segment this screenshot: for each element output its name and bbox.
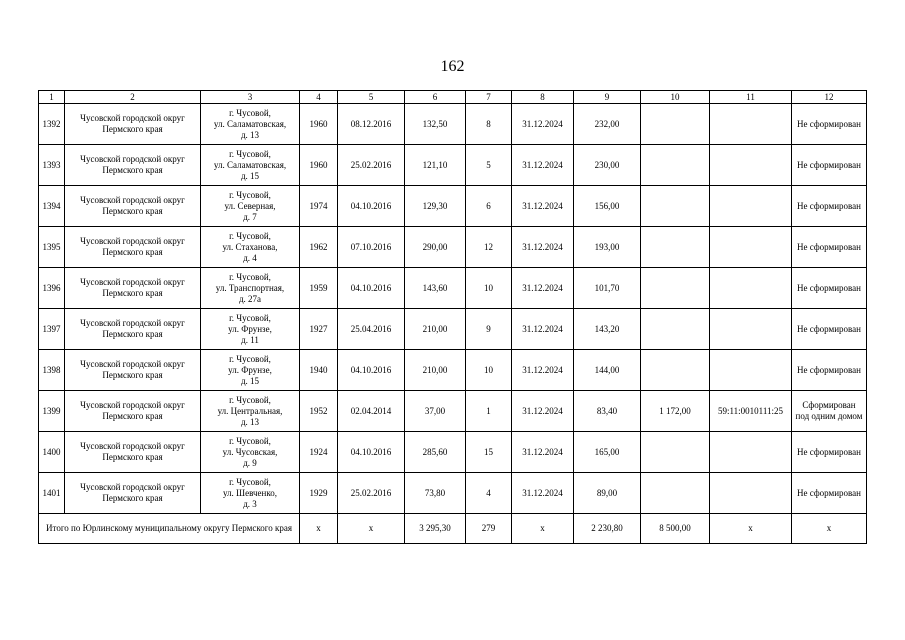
column-number-row (39, 91, 867, 104)
total-label: Итого по Юрлинскому муниципальному округу Пермского края (39, 514, 300, 544)
address-cell-line: ул. Центральная, (217, 405, 283, 416)
address-cell (201, 391, 300, 432)
address-cell-line: д. 3 (243, 498, 257, 509)
address-cell-line: г. Чусовой, (229, 107, 271, 118)
count-cell: 4 (466, 473, 512, 514)
address-cell (201, 104, 300, 145)
total-count: 279 (466, 514, 512, 544)
column-number: 8 (512, 91, 574, 104)
municipality-cell (65, 145, 201, 186)
area-cell: 129,30 (405, 186, 466, 227)
municipality-cell-line: Пермского края (102, 329, 163, 339)
status-cell-line: Не сформирован (797, 200, 861, 211)
address-cell-line: д. 7 (243, 211, 257, 222)
municipality-cell-line: Чусовской городской округ (80, 195, 185, 205)
address-cell-line: г. Чусовой, (229, 189, 271, 200)
count-cell: 10 (466, 268, 512, 309)
table-row (39, 104, 867, 145)
count-cell: 6 (466, 186, 512, 227)
col10-cell (641, 432, 710, 473)
cadastral-cell (710, 104, 792, 145)
deadline-cell: 31.12.2024 (512, 473, 574, 514)
date-cell: 25.04.2016 (338, 309, 405, 350)
address-cell-line: ул. Транспортная, (215, 282, 285, 293)
column-number: 4 (300, 91, 338, 104)
address-cell-line: г. Чусовой, (229, 353, 271, 364)
municipality-cell-line: Чусовской городской округ (80, 113, 185, 123)
count-cell: 8 (466, 104, 512, 145)
date-cell: 07.10.2016 (338, 227, 405, 268)
address-cell-line: д. 27а (238, 293, 262, 304)
col10-cell (641, 350, 710, 391)
total-row (39, 514, 867, 544)
address-cell (201, 350, 300, 391)
table-row (39, 227, 867, 268)
count-cell: 15 (466, 432, 512, 473)
address-cell-line: ул. Стаханова, (222, 241, 278, 252)
row-number: 1399 (39, 391, 65, 432)
row-number: 1395 (39, 227, 65, 268)
municipality-cell (65, 432, 201, 473)
municipality-cell-line: Чусовской городской округ (80, 482, 185, 492)
cadastral-cell (710, 350, 792, 391)
address-cell-line: г. Чусовой, (229, 435, 271, 446)
total-col9: 2 230,80 (574, 514, 641, 544)
count-cell: 5 (466, 145, 512, 186)
column-number: 11 (710, 91, 792, 104)
deadline-cell: 31.12.2024 (512, 391, 574, 432)
address-cell-line: г. Чусовой, (229, 476, 271, 487)
address-cell-line: д. 13 (240, 129, 260, 140)
status-cell (792, 432, 867, 473)
municipality-cell (65, 473, 201, 514)
municipality-cell (65, 104, 201, 145)
total-cadastral: x (710, 514, 792, 544)
count-cell: 1 (466, 391, 512, 432)
cadastral-cell: 59:11:0010111:25 (710, 391, 792, 432)
municipality-cell-line: Пермского края (102, 288, 163, 298)
municipality-cell-line: Пермского края (102, 124, 163, 134)
area-cell: 290,00 (405, 227, 466, 268)
col10-cell (641, 309, 710, 350)
municipality-cell-line: Чусовской городской округ (80, 359, 185, 369)
col10-cell: 1 172,00 (641, 391, 710, 432)
cadastral-cell (710, 145, 792, 186)
cadastral-cell (710, 309, 792, 350)
address-cell (201, 227, 300, 268)
deadline-cell: 31.12.2024 (512, 268, 574, 309)
page-number: 162 (440, 58, 465, 75)
municipality-cell (65, 268, 201, 309)
year-cell: 1929 (300, 473, 338, 514)
area-cell: 121,10 (405, 145, 466, 186)
deadline-cell: 31.12.2024 (512, 186, 574, 227)
col10-cell (641, 145, 710, 186)
status-cell-line: Не сформирован (797, 159, 861, 170)
address-cell-line: ул. Северная, (224, 200, 276, 211)
cadastral-cell (710, 268, 792, 309)
municipality-cell-line: Чусовской городской округ (80, 277, 185, 287)
column-number: 3 (201, 91, 300, 104)
deadline-cell: 31.12.2024 (512, 145, 574, 186)
municipality-cell-line: Пермского края (102, 206, 163, 216)
address-cell (201, 145, 300, 186)
address-cell-line: д. 15 (240, 375, 260, 386)
row-number: 1397 (39, 309, 65, 350)
address-cell (201, 432, 300, 473)
municipality-cell-line: Чусовской городской округ (80, 236, 185, 246)
address-cell (201, 473, 300, 514)
col10-cell (641, 104, 710, 145)
column-number: 6 (405, 91, 466, 104)
municipality-cell-line: Пермского края (102, 411, 163, 421)
municipality-cell-line: Чусовской городской округ (80, 441, 185, 451)
table-row (39, 473, 867, 514)
date-cell: 04.10.2016 (338, 432, 405, 473)
status-cell-line: Не сформирован (797, 241, 861, 252)
area-cell: 210,00 (405, 350, 466, 391)
date-cell: 08.12.2016 (338, 104, 405, 145)
total-status: x (792, 514, 867, 544)
column-number: 5 (338, 91, 405, 104)
address-cell-line: д. 13 (240, 416, 260, 427)
address-cell-line: г. Чусовой, (229, 271, 271, 282)
area-cell: 143,60 (405, 268, 466, 309)
column-number: 2 (65, 91, 201, 104)
col9-cell: 230,00 (574, 145, 641, 186)
date-cell: 25.02.2016 (338, 473, 405, 514)
cadastral-cell (710, 432, 792, 473)
column-number: 7 (466, 91, 512, 104)
address-cell (201, 268, 300, 309)
total-col10: 8 500,00 (641, 514, 710, 544)
table-row (39, 391, 867, 432)
address-cell-line: ул. Фрунзе, (228, 323, 272, 334)
col9-cell: 89,00 (574, 473, 641, 514)
table-row (39, 186, 867, 227)
address-cell-line: г. Чусовой, (229, 394, 271, 405)
address-cell-line: д. 15 (240, 170, 260, 181)
address-cell-line: ул. Фрунзе, (228, 364, 272, 375)
municipality-cell-line: Пермского края (102, 165, 163, 175)
count-cell: 10 (466, 350, 512, 391)
address-cell (201, 309, 300, 350)
municipality-cell (65, 350, 201, 391)
row-number: 1396 (39, 268, 65, 309)
status-cell (792, 186, 867, 227)
status-cell (792, 268, 867, 309)
date-cell: 04.10.2016 (338, 186, 405, 227)
total-date: x (338, 514, 405, 544)
column-number: 1 (39, 91, 65, 104)
municipality-cell (65, 391, 201, 432)
deadline-cell: 31.12.2024 (512, 432, 574, 473)
municipality-cell-line: Пермского края (102, 452, 163, 462)
register-table (38, 90, 867, 544)
status-cell (792, 309, 867, 350)
col9-cell: 232,00 (574, 104, 641, 145)
col10-cell (641, 268, 710, 309)
status-cell (792, 350, 867, 391)
municipality-cell-line: Пермского края (102, 493, 163, 503)
address-cell-line: ул. Чусовская, (222, 446, 278, 457)
municipality-cell-line: Чусовской городской округ (80, 400, 185, 410)
address-cell-line: г. Чусовой, (229, 148, 271, 159)
date-cell: 04.10.2016 (338, 268, 405, 309)
total-deadline: x (512, 514, 574, 544)
address-cell-line: д. 9 (243, 457, 257, 468)
address-cell-line: г. Чусовой, (229, 312, 271, 323)
col9-cell: 83,40 (574, 391, 641, 432)
cadastral-cell (710, 473, 792, 514)
total-year: x (300, 514, 338, 544)
year-cell: 1927 (300, 309, 338, 350)
year-cell: 1959 (300, 268, 338, 309)
column-number: 12 (792, 91, 867, 104)
year-cell: 1960 (300, 104, 338, 145)
row-number: 1394 (39, 186, 65, 227)
col9-cell: 193,00 (574, 227, 641, 268)
area-cell: 210,00 (405, 309, 466, 350)
status-cell (792, 473, 867, 514)
deadline-cell: 31.12.2024 (512, 309, 574, 350)
status-cell-line: Сформирован (802, 400, 856, 410)
col10-cell (641, 227, 710, 268)
address-cell-line: г. Чусовой, (229, 230, 271, 241)
year-cell: 1962 (300, 227, 338, 268)
municipality-cell-line: Пермского края (102, 370, 163, 380)
municipality-cell (65, 186, 201, 227)
total-area: 3 295,30 (405, 514, 466, 544)
municipality-cell (65, 227, 201, 268)
row-number: 1392 (39, 104, 65, 145)
municipality-cell-line: Пермского края (102, 247, 163, 257)
status-cell (792, 104, 867, 145)
cadastral-cell (710, 186, 792, 227)
status-cell (792, 227, 867, 268)
row-number: 1400 (39, 432, 65, 473)
table-row (39, 145, 867, 186)
address-cell-line: ул. Саламатовская, (213, 118, 287, 129)
col10-cell (641, 186, 710, 227)
year-cell: 1924 (300, 432, 338, 473)
area-cell: 132,50 (405, 104, 466, 145)
area-cell: 37,00 (405, 391, 466, 432)
row-number: 1401 (39, 473, 65, 514)
deadline-cell: 31.12.2024 (512, 104, 574, 145)
table-row (39, 268, 867, 309)
column-number: 9 (574, 91, 641, 104)
year-cell: 1974 (300, 186, 338, 227)
column-number: 10 (641, 91, 710, 104)
address-cell-line: ул. Саламатовская, (213, 159, 287, 170)
date-cell: 04.10.2016 (338, 350, 405, 391)
cadastral-cell (710, 227, 792, 268)
address-cell (201, 186, 300, 227)
table-row (39, 432, 867, 473)
year-cell: 1960 (300, 145, 338, 186)
status-cell-line: Не сформирован (797, 364, 861, 375)
date-cell: 02.04.2014 (338, 391, 405, 432)
area-cell: 73,80 (405, 473, 466, 514)
status-cell-line: Не сформирован (797, 323, 861, 334)
row-number: 1393 (39, 145, 65, 186)
date-cell: 25.02.2016 (338, 145, 405, 186)
status-cell-line: под одним домом (795, 411, 863, 421)
count-cell: 9 (466, 309, 512, 350)
row-number: 1398 (39, 350, 65, 391)
col9-cell: 165,00 (574, 432, 641, 473)
col9-cell: 144,00 (574, 350, 641, 391)
year-cell: 1952 (300, 391, 338, 432)
table-body (39, 104, 867, 514)
count-cell: 12 (466, 227, 512, 268)
col10-cell (641, 473, 710, 514)
col9-cell: 101,70 (574, 268, 641, 309)
status-cell-line: Не сформирован (797, 282, 861, 293)
municipality-cell-line: Чусовской городской округ (80, 154, 185, 164)
col9-cell: 156,00 (574, 186, 641, 227)
area-cell: 285,60 (405, 432, 466, 473)
table-row (39, 309, 867, 350)
address-cell-line: д. 4 (243, 252, 257, 263)
status-cell-line: Не сформирован (797, 487, 861, 498)
status-cell (792, 391, 867, 432)
status-cell-line: Не сформирован (797, 118, 861, 129)
municipality-cell (65, 309, 201, 350)
table-row (39, 350, 867, 391)
municipality-cell-line: Чусовской городской округ (80, 318, 185, 328)
col9-cell: 143,20 (574, 309, 641, 350)
address-cell-line: ул. Шевченко, (222, 487, 278, 498)
year-cell: 1940 (300, 350, 338, 391)
status-cell-line: Не сформирован (797, 446, 861, 457)
status-cell (792, 145, 867, 186)
deadline-cell: 31.12.2024 (512, 227, 574, 268)
address-cell-line: д. 11 (241, 334, 259, 345)
deadline-cell: 31.12.2024 (512, 350, 574, 391)
